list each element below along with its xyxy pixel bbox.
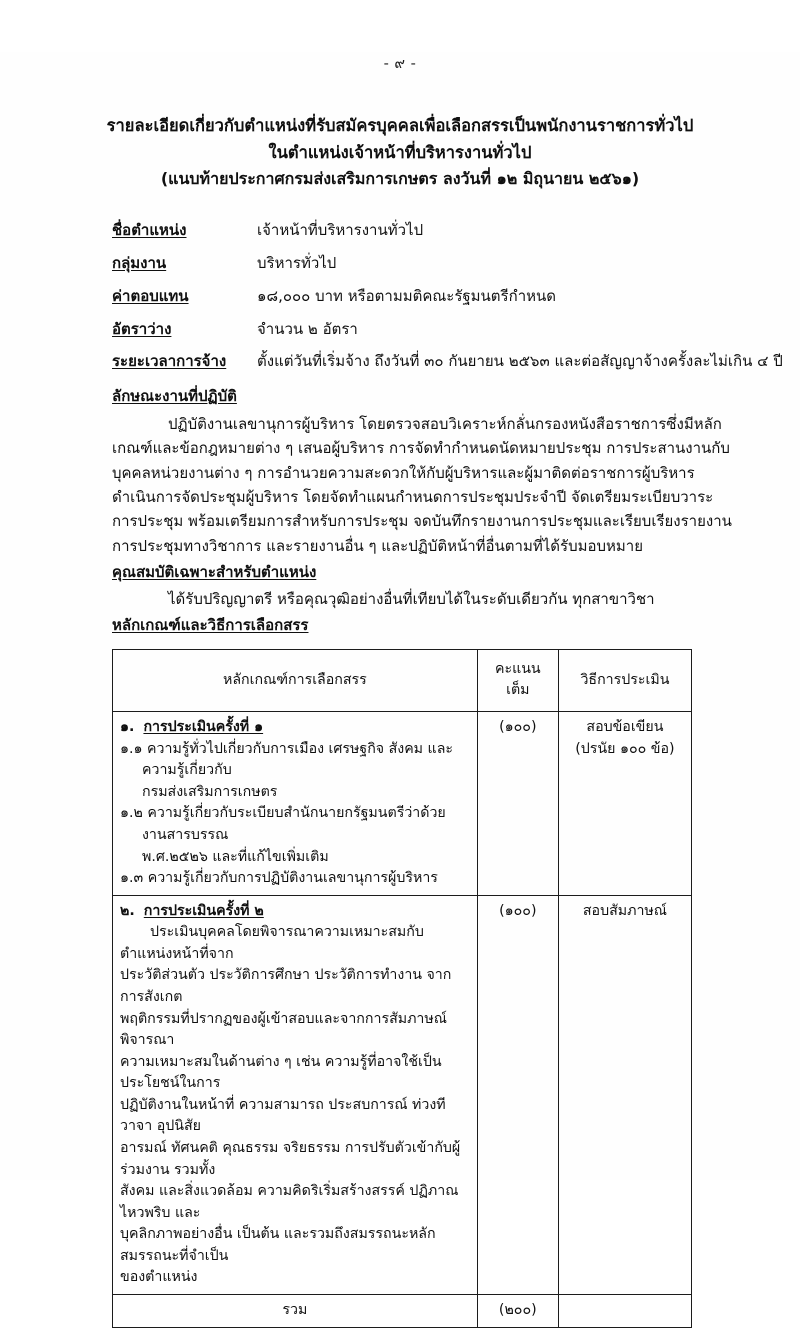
row-title-line-2 <box>120 901 470 923</box>
row-number: ๒. <box>120 902 135 919</box>
criteria-cell-1 <box>113 712 478 896</box>
method-line-1: สอบข้อเขียน <box>586 719 664 736</box>
info-row-position-name <box>112 220 730 242</box>
table-row <box>113 895 692 1294</box>
criteria-item: สังคม และสิ่งแวดล้อม ความคิดริเริ่มสร้างสรรค์ ปฏิภาณไหวพริบ และ <box>120 1183 459 1221</box>
header-score-line2: เต็ม <box>506 682 530 699</box>
criteria-item: พฤติกรรมที่ปรากฏของผู้เข้าสอบและจากการสัมภาษณ์ พิจารณา <box>120 1010 447 1049</box>
row-title: การประเมินครั้งที่ ๒ <box>143 902 264 919</box>
criteria-table-container <box>0 649 800 1328</box>
criteria-item: ๑.๒ ความรู้เกี่ยวกับระเบียบสำนักนายกรัฐมนตรีว่าด้วยงานสารบรรณ <box>120 805 446 843</box>
info-value: บริหารทั่วไป <box>257 254 337 273</box>
method-cell-1 <box>558 712 691 896</box>
info-row-compensation <box>112 286 730 308</box>
document-title <box>0 113 800 192</box>
qualifications-heading: คุณสมบัติเฉพาะสำหรับตำแหน่ง <box>112 562 317 581</box>
title-line-2: ในตำแหน่งเจ้าหน้าที่บริหารงานทั่วไป <box>268 142 532 162</box>
qualifications-paragraph <box>0 587 800 611</box>
title-line-3: (แนบท้ายประกาศกรมส่งเสริมการเกษตร ลงวันที่ ๑๒ มิถุนายน ๒๕๖๑) <box>160 169 640 189</box>
row-title-line-1 <box>120 717 470 739</box>
position-info-list <box>0 220 800 373</box>
criteria-item: ของตำแหน่ง <box>120 1269 198 1286</box>
duties-text: ปฏิบัติงานเลขานุการผู้บริหาร โดยตรวจสอบวิเคราะห์กลั่นกรองหนังสือราชการซึ่งมีหลักเกณฑ์และข้อกฎหมายต่าง ๆ เสนอผู้บริหาร การจัดทำกำหนดนัดหมายประชุม การประสานงานกับบุคคลหน่วยงานต่าง ๆ การอำนวยความสะดวกให้กับผู้บริหารและผู้มาติดต่อราชการผู้บริหาร ดำเนินการจัดประชุมผู้บริหาร โดยจัดทำแผนกำหนดการประชุมประจำปี จัดเตรียมระเบียบวาระการประชุม พร้อมเตรียมการสำหรับการประชุม จดบันทึกรายงานการประชุมและเรียบเรียงรายงานการประชุมทางวิชาการ และรายงานอื่น ๆ และปฏิบัติหน้าที่อื่นตามที่ได้รับมอบหมาย <box>112 415 732 555</box>
info-label: ระยะเวลาการจ้าง <box>112 352 227 371</box>
total-score: (๒๐๐) <box>477 1295 558 1328</box>
info-value: ๑๘,๐๐๐ บาท หรือตามมติคณะรัฐมนตรีกำหนด <box>257 286 556 305</box>
criteria-item: ปฏิบัติงานในหน้าที่ ความสามารถ ประสบการณ์ ท่วงทีวาจา อุปนิสัย <box>120 1096 446 1135</box>
criteria-item: ประวัติส่วนตัว ประวัติการศึกษา ประวัติการทำงาน จากการสังเกต <box>120 967 452 1005</box>
info-label: ค่าตอบแทน <box>112 286 189 305</box>
criteria-cell-2 <box>113 895 478 1294</box>
table-head <box>113 649 692 711</box>
table-header-row <box>113 649 692 711</box>
criteria-item: พ.ศ.๒๕๒๖ และที่แก้ไขเพิ่มเติม <box>142 848 329 865</box>
row-title: การประเมินครั้งที่ ๑ <box>143 719 264 736</box>
criteria-item: ๑.๓ ความรู้เกี่ยวกับการปฏิบัติงานเลขานุการผู้บริหาร <box>120 870 438 887</box>
total-method <box>558 1295 691 1328</box>
method-line-2: (ปรนัย ๑๐๐ ข้อ) <box>575 740 675 757</box>
criteria-item: ๑.๑ ความรู้ทั่วไปเกี่ยวกับการเมือง เศรษฐกิจ สังคม และความรู้เกี่ยวกับ <box>120 740 454 779</box>
qualifications-text: ได้รับปริญญาตรี หรือคุณวุฒิอย่างอื่นที่เทียบได้ในระดับเดียวกัน ทุกสาขาวิชา <box>168 589 655 608</box>
table-row <box>113 712 692 896</box>
header-criteria: หลักเกณฑ์การเลือกสรร <box>113 649 478 711</box>
info-value: เจ้าหน้าที่บริหารงานทั่วไป <box>257 221 424 240</box>
method-line-1: สอบสัมภาษณ์ <box>582 902 667 919</box>
header-score <box>477 649 558 711</box>
duties-paragraph <box>0 412 800 558</box>
info-row-job-group <box>112 253 730 275</box>
info-row-vacancies <box>112 319 730 341</box>
score-cell-1: (๑๐๐) <box>477 712 558 896</box>
info-label: อัตราว่าง <box>112 319 172 338</box>
info-value: จำนวน ๒ อัตรา <box>257 319 358 338</box>
info-label: ชื่อตำแหน่ง <box>112 221 187 240</box>
header-method: วิธีการประเมิน <box>558 649 691 711</box>
duties-heading: ลักษณะงานที่ปฏิบัติ <box>112 387 237 406</box>
header-score-line1: คะแนน <box>494 660 541 677</box>
criteria-item: บุคลิกภาพอย่างอื่น เป็นต้น และรวมถึงสมรรถนะหลัก สมรรถนะที่จำเป็น <box>120 1226 436 1264</box>
table-total-row <box>113 1295 692 1328</box>
criteria-item: ประเมินบุคคลโดยพิจารณาความเหมาะสมกับตำแหน่งหน้าที่จาก <box>120 924 424 962</box>
document-page <box>0 52 800 1319</box>
criteria-item: กรมส่งเสริมการเกษตร <box>142 783 278 800</box>
row-number: ๑. <box>120 719 135 736</box>
method-cell-2 <box>558 895 691 1294</box>
title-line-1: รายละเอียดเกี่ยวกับตำแหน่งที่รับสมัครบุคคลเพื่อเลือกสรรเป็นพนักงานราชการทั่วไป <box>106 116 694 135</box>
criteria-table <box>112 649 692 1328</box>
criteria-item: ความเหมาะสมในด้านต่าง ๆ เช่น ความรู้ที่อาจใช้เป็นประโยชน์ในการ <box>120 1053 442 1092</box>
criteria-item: อารมณ์ ทัศนคติ คุณธรรม จริยธรรม การปรับตัวเข้ากับผู้ร่วมงาน รวมทั้ง <box>120 1140 461 1178</box>
info-row-employment-period <box>112 351 783 373</box>
table-body <box>113 712 692 1328</box>
info-value: ตั้งแต่วันที่เริ่มจ้าง ถึงวันที่ ๓๐ กันยายน ๒๕๖๓ และต่อสัญญาจ้างครั้งละไม่เกิน ๔ ปี <box>257 352 783 371</box>
selection-heading: หลักเกณฑ์และวิธีการเลือกสรร <box>112 615 309 634</box>
info-label: กลุ่มงาน <box>112 254 167 273</box>
total-label: รวม <box>113 1295 478 1328</box>
score-cell-2: (๑๐๐) <box>477 895 558 1294</box>
page-number: - ๙ - <box>383 56 417 72</box>
